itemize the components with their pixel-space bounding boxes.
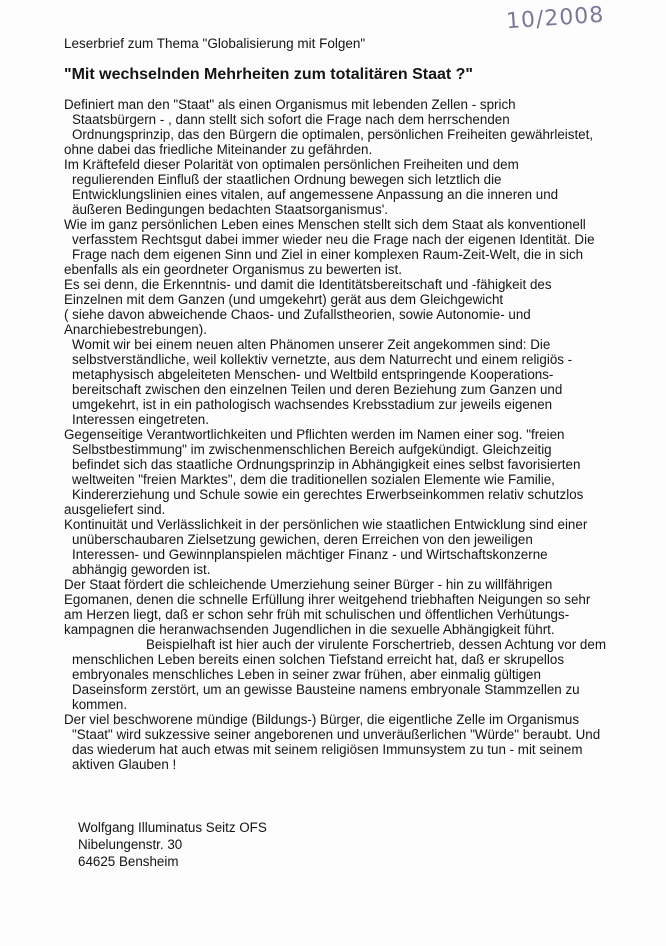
- signature-street: Nibelungenstr. 30: [78, 837, 183, 852]
- body-line: kommen.: [72, 697, 128, 712]
- body-line: Im Kräftefeld dieser Polarität von optimalen persönlichen Freiheiten und dem: [64, 157, 519, 172]
- body-line: ausgeliefert sind.: [64, 502, 166, 517]
- body-line: Staatsbürgern - , dann stellt sich sofort die Frage nach dem herrschenden: [72, 112, 510, 127]
- body-line: Es sei denn, die Erkenntnis- und damit die Identitätsbereitschaft und -fähigkeit des: [64, 277, 552, 292]
- body-line: Interessen eingetreten.: [72, 412, 209, 427]
- body-line: Kontinuität und Verlässlichkeit in der persönlichen wie staatlichen Entwicklung sind einer: [64, 517, 588, 532]
- body-line: Daseinsform zerstört, um an gewisse Bausteine namens embryonale Stammzellen zu: [72, 682, 580, 697]
- body-line: metaphysisch abgeleiteten Menschen- und Weltbild entspringende Kooperations-: [72, 367, 554, 382]
- body-line: Frage nach dem eigenen Sinn und Ziel in einer komplexen Raum-Zeit-Welt, die in sich: [72, 247, 584, 262]
- body-line: embryonales menschliches Leben in seiner zwar frühen, aber einmalig gültigen: [72, 667, 541, 682]
- body-line: verfasstem Rechtsgut dabei immer wieder neu die Frage nach der eigenen Identität. Die: [72, 232, 595, 247]
- body-line: Ordnungsprinzip, das den Bürgern die optimalen, persönlichen Freiheiten gewährleistet,: [72, 127, 594, 142]
- body-line: Anarchiebestrebungen).: [64, 322, 207, 337]
- body-line: aktiven Glauben !: [72, 757, 177, 772]
- letter-headline: "Mit wechselnden Mehrheiten zum totalitären Staat ?": [64, 66, 474, 83]
- body-line: Einzelnen mit dem Ganzen (und umgekehrt) gerät aus dem Gleichgewicht: [64, 292, 504, 307]
- body-line: Gegenseitige Verantwortlichkeiten und Pflichten werden im Namen einer sog. "freien: [64, 427, 565, 442]
- body-line: ( siehe davon abweichende Chaos- und Zufallstheorien, sowie Autonomie- und: [64, 307, 531, 322]
- body-line: am Herzen liegt, daß er schon sehr früh mit schulischen und öffentlichen Verhütungs-: [64, 607, 570, 622]
- body-line: Entwicklungslinien eines vitalen, auf angemessene Anpassung an die inneren und: [72, 187, 559, 202]
- body-line: abhängig geworden ist.: [72, 562, 211, 577]
- body-line: ebenfalls als ein geordneter Organismus zu bewerten ist.: [64, 262, 402, 277]
- body-line: selbstverständliche, weil kollektiv vernetzte, aus dem Naturrecht und einem religiös -: [72, 352, 573, 367]
- body-line: "Staat" wird sukzessive seiner angeborenen und unveräußerlichen "Würde" beraubt. Und: [72, 727, 601, 742]
- body-line: Wie im ganz persönlichen Leben eines Menschen stellt sich dem Staat als konventionell: [64, 217, 586, 232]
- body-line: ohne dabei das friedliche Miteinander zu gefährden.: [64, 142, 373, 157]
- signature-city: 64625 Bensheim: [78, 854, 179, 869]
- body-line: Selbstbestimmung" im zwischenmenschlichen Bereich aufgekündigt. Gleichzeitig: [72, 442, 552, 457]
- body-line: das wiederum hat auch etwas mit seinem religiösen Immunsystem zu tun - mit seinem: [72, 742, 583, 757]
- body-line: Beispielhaft ist hier auch der virulente Forschertrieb, dessen Achtung vor dem: [146, 637, 606, 652]
- signature-block: [78, 819, 267, 870]
- body-line: äußeren Bedingungen bedachten Staatsorganismus'.: [72, 202, 388, 217]
- body-line: kampagnen die heranwachsenden Jugendlichen in die sexuelle Abhängigkeit führt.: [64, 622, 555, 637]
- body-line: menschlichen Leben bereits einen solchen Tiefstand erreicht hat, daß er skrupellos: [72, 652, 565, 667]
- body-line: Kindererziehung und Schule sowie ein gerechtes Erwerbseinkommen relativ schutzlos: [72, 487, 584, 502]
- body-line: weltweiten "freien Marktes", dem die traditionellen sozialen Elemente wie Familie,: [72, 472, 555, 487]
- body-line: Der viel beschworene mündige (Bildungs-) Bürger, die eigentliche Zelle im Organismus: [64, 712, 580, 727]
- body-line: Der Staat fördert die schleichende Umerziehung seiner Bürger - hin zu willfährigen: [64, 577, 553, 592]
- body-line: umgekehrt, ist in ein pathologisch wachsendes Krebsstadium zur jeweils eigenen: [72, 397, 553, 412]
- signature-name: Wolfgang Illuminatus Seitz OFS: [78, 820, 267, 835]
- body-line: Interessen- und Gewinnplanspielen mächtiger Finanz - und Wirtschaftskonzerne: [72, 547, 548, 562]
- body-line: Definiert man den "Staat" als einen Organismus mit lebenden Zellen - sprich: [64, 97, 516, 112]
- handwritten-date-note: 10/2008: [505, 2, 606, 35]
- body-line: bereitschaft zwischen den einzelnen Teilen und deren Beziehung zum Ganzen und: [72, 382, 563, 397]
- body-line: Womit wir bei einem neuen alten Phänomen unserer Zeit angekommen sind: Die: [72, 337, 551, 352]
- body-line: Egomanen, denen die schnelle Erfüllung ihrer weitgehend triebhaften Neigungen so sehr: [64, 592, 591, 607]
- letter-body: [64, 97, 624, 772]
- letter-intro: Leserbrief zum Thema "Globalisierung mit Folgen": [64, 36, 366, 51]
- body-line: unüberschaubaren Zielsetzung gewichen, deren Erreichen von den jeweiligen: [72, 532, 533, 547]
- body-line: regulierenden Einfluß der staatlichen Ordnung bewegen sich letztlich die: [72, 172, 502, 187]
- body-line: befindet sich das staatliche Ordnungsprinzip in Abhängigkeit eines selbst favorisierten: [72, 457, 581, 472]
